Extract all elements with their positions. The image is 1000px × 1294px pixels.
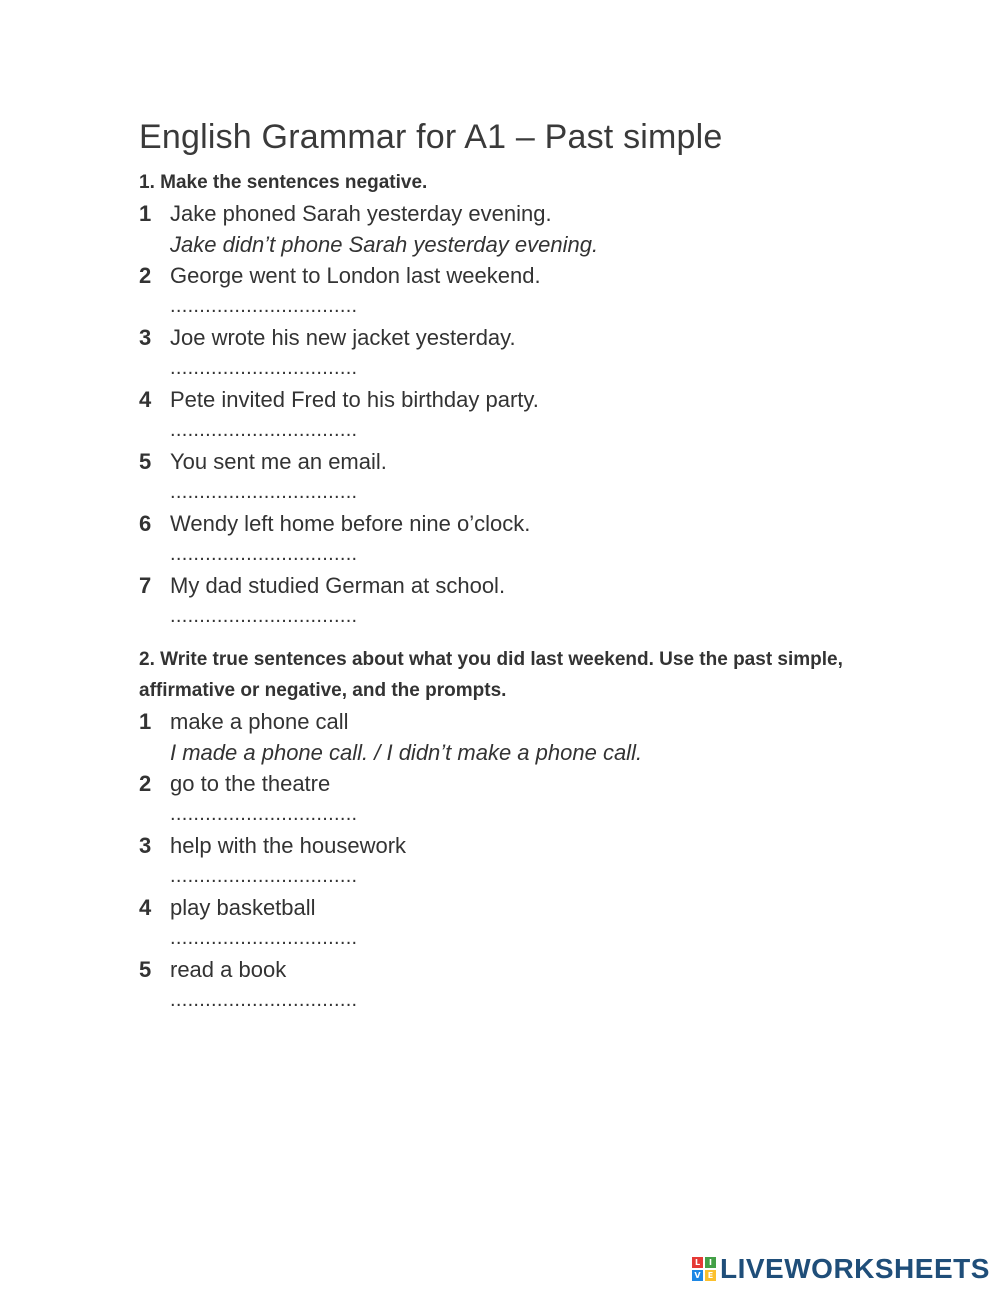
answer-field[interactable]: ................................ xyxy=(170,927,358,949)
item-number: 4 xyxy=(139,387,152,412)
logo-mark-letter: E xyxy=(705,1270,716,1281)
item-number: 1 xyxy=(139,709,152,734)
item-number: 2 xyxy=(139,263,152,288)
answer-field[interactable]: ................................ xyxy=(170,543,358,565)
item-number: 3 xyxy=(139,325,152,350)
item-prompt: You sent me an email. xyxy=(170,449,387,474)
answer-field[interactable]: ................................ xyxy=(170,481,358,503)
item-number: 1 xyxy=(139,201,152,226)
exercise-item xyxy=(139,892,859,954)
example-answer: Jake didn’t phone Sarah yesterday evening. xyxy=(170,232,599,257)
logo-mark-letter: V xyxy=(692,1270,703,1281)
item-number: 6 xyxy=(139,511,152,536)
exercise-item xyxy=(139,260,859,322)
logo-mark-icon xyxy=(692,1257,716,1281)
exercise-item xyxy=(139,706,859,768)
section1-list xyxy=(139,198,859,632)
exercise-item xyxy=(139,508,859,570)
logo-mark-letter: L xyxy=(692,1257,703,1268)
item-prompt: Joe wrote his new jacket yesterday. xyxy=(170,325,516,350)
item-prompt: play basketball xyxy=(170,895,316,920)
item-prompt: help with the housework xyxy=(170,833,407,858)
answer-field[interactable]: ................................ xyxy=(170,865,358,887)
item-number: 7 xyxy=(139,573,152,598)
item-prompt: Jake phoned Sarah yesterday evening. xyxy=(170,201,552,226)
answer-field[interactable]: ................................ xyxy=(170,419,358,441)
section2-instruction: 2. Write true sentences about what you did last weekend. Use the past simple, affirmative or negative, and the prompts. xyxy=(139,649,843,701)
logo-text: LIVEWORKSHEETS xyxy=(720,1253,990,1284)
answer-field[interactable]: ................................ xyxy=(170,295,358,317)
answer-field[interactable]: ................................ xyxy=(170,357,358,379)
page-title: English Grammar for A1 – Past simple xyxy=(139,118,723,156)
item-prompt: Pete invited Fred to his birthday party. xyxy=(170,387,539,412)
item-prompt: Wendy left home before nine o’clock. xyxy=(170,511,531,536)
item-number: 2 xyxy=(139,771,152,796)
worksheet-page xyxy=(139,118,859,1016)
section1-instruction: 1. Make the sentences negative. xyxy=(139,172,428,193)
item-prompt: George went to London last weekend. xyxy=(170,263,541,288)
section2-list xyxy=(139,706,859,1016)
exercise-item xyxy=(139,954,859,1016)
item-number: 3 xyxy=(139,833,152,858)
example-answer: I made a phone call. / I didn’t make a phone call. xyxy=(170,740,643,765)
exercise-item xyxy=(139,322,859,384)
answer-field[interactable]: ................................ xyxy=(170,605,358,627)
item-number: 5 xyxy=(139,957,152,982)
item-number: 4 xyxy=(139,895,152,920)
item-number: 5 xyxy=(139,449,152,474)
exercise-item xyxy=(139,768,859,830)
exercise-item xyxy=(139,384,859,446)
logo-mark-letter: I xyxy=(705,1257,716,1268)
exercise-item xyxy=(139,446,859,508)
answer-field[interactable]: ................................ xyxy=(170,803,358,825)
answer-field[interactable]: ................................ xyxy=(170,989,358,1011)
liveworksheets-logo[interactable] xyxy=(692,1253,990,1285)
exercise-item xyxy=(139,570,859,632)
exercise-item xyxy=(139,198,859,260)
item-prompt: read a book xyxy=(170,957,287,982)
item-prompt: go to the theatre xyxy=(170,771,331,796)
item-prompt: My dad studied German at school. xyxy=(170,573,506,598)
exercise-item xyxy=(139,830,859,892)
item-prompt: make a phone call xyxy=(170,709,349,734)
